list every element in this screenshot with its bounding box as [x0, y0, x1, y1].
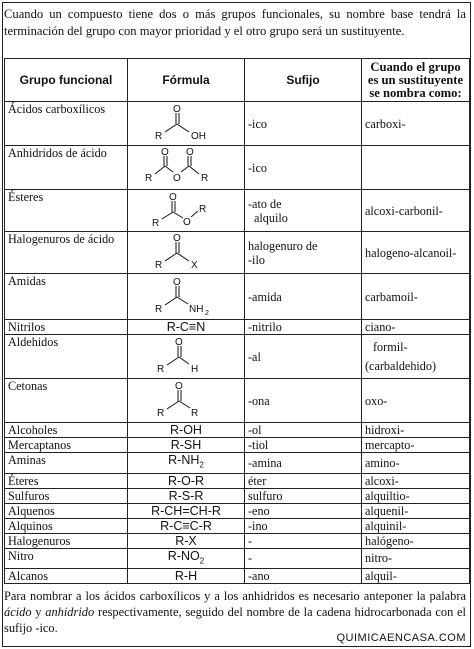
svg-text:R: R: [155, 130, 163, 142]
formula-text: $R-NH_2$: [128, 453, 245, 474]
substituent-name: halógeno-: [362, 533, 470, 548]
group-name: Éteres: [5, 473, 128, 488]
substituent-name: ciano-: [362, 320, 470, 335]
substituent-name: carbamoil-: [362, 274, 470, 320]
svg-text:O: O: [173, 103, 181, 115]
substituent-name: alquiltio-: [362, 488, 470, 503]
table-row: [5, 488, 470, 503]
suffix: -ino: [245, 518, 362, 533]
suffix: -ico: [245, 146, 362, 190]
group-name: Ácidos carboxílicos: [5, 102, 128, 146]
intro-paragraph: Cuando un compuesto tiene dos o más grupos funcionales, su nombre base tendrá la terminación del grupo con mayor prioridad y el otro grupo será un sustituyente.: [4, 7, 466, 38]
amide-structure: [151, 276, 221, 318]
svg-text:X: X: [191, 259, 198, 271]
suffix: -eno: [245, 503, 362, 518]
table-row: [5, 232, 470, 274]
ketone-structure: [151, 381, 221, 421]
header-group: Grupo funcional: [5, 59, 128, 102]
table-row: [5, 102, 470, 146]
svg-text:R: R: [152, 217, 160, 229]
table-row: [5, 453, 470, 474]
table-row: [5, 503, 470, 518]
substituent-name: amino-: [362, 453, 470, 474]
svg-text:R: R: [199, 203, 207, 215]
site-watermark: QUIMICAENCASA.COM: [336, 632, 466, 644]
group-name: Alquinos: [5, 518, 128, 533]
table-row: [5, 569, 470, 584]
suffix: -ano: [245, 569, 362, 584]
svg-text:O: O: [173, 276, 181, 288]
group-name: Alcoholes: [5, 423, 128, 438]
group-name: Anhidridos de ácido: [5, 146, 128, 190]
table-row: [5, 190, 470, 232]
table-header-row: [5, 59, 470, 102]
svg-text:O: O: [183, 216, 191, 228]
svg-text:O: O: [173, 172, 181, 184]
group-name: Halogenuros de ácido: [5, 232, 128, 274]
group-name: Alcanos: [5, 569, 128, 584]
suffix: sulfuro: [245, 488, 362, 503]
suffix: -ona: [245, 379, 362, 423]
substituent-name: alquil-: [362, 569, 470, 584]
formula-structure: [128, 190, 245, 232]
formula-text: R-H: [128, 569, 245, 584]
svg-text:O: O: [175, 336, 183, 348]
svg-text:2: 2: [205, 309, 209, 317]
formula-structure: [128, 146, 245, 190]
group-name: Nitro: [5, 548, 128, 569]
substituent-name: [362, 146, 470, 190]
formula-structure: [128, 274, 245, 320]
formula-structure: [128, 232, 245, 274]
svg-text:O: O: [169, 191, 177, 203]
substituent-name: oxo-: [362, 379, 470, 423]
group-name: Ésteres: [5, 190, 128, 232]
group-name: Halogenuros: [5, 533, 128, 548]
suffix: -nitrilo: [245, 320, 362, 335]
table-row: [5, 335, 470, 379]
svg-text:O: O: [173, 232, 181, 244]
formula-text: R-S-R: [128, 488, 245, 503]
formula-structure: [128, 102, 245, 146]
table-row: [5, 473, 470, 488]
formula-text: R-O-R: [128, 473, 245, 488]
substituent-name: halogeno-alcanoil-: [362, 232, 470, 274]
group-name: Cetonas: [5, 379, 128, 423]
anhydride-structure: [141, 148, 231, 188]
substituent-name: alcoxi-carbonil-: [362, 190, 470, 232]
formula-structure: [128, 379, 245, 423]
group-name: Aminas: [5, 453, 128, 474]
svg-text:R: R: [157, 407, 165, 419]
formula-text: R-SH: [128, 438, 245, 453]
formula-text: R-CH=CH-R: [128, 503, 245, 518]
svg-text:OH: OH: [191, 130, 206, 142]
group-name: Mercaptanos: [5, 438, 128, 453]
svg-text:R: R: [191, 407, 199, 419]
suffix: -amida: [245, 274, 362, 320]
svg-text:H: H: [191, 363, 199, 375]
formula-text: R-C≡C-R: [128, 518, 245, 533]
substituent-name: alquenil-: [362, 503, 470, 518]
outro-paragraph: Para nombrar a los ácidos carboxílicos y a los anhidridos es necesario anteponer la palabra ácido y anhidrido respectivamente, seguido del nombre de la cadena hidrocarbonada con el sufijo -ico.: [4, 589, 466, 635]
substituent-name: hidroxi-: [362, 423, 470, 438]
table-row: [5, 533, 470, 548]
formula-text: $R-NO_2$: [128, 548, 245, 569]
table-row: [5, 548, 470, 569]
table-row: [5, 146, 470, 190]
suffix: -tiol: [245, 438, 362, 453]
suffix: -: [245, 533, 362, 548]
svg-text:R: R: [145, 172, 153, 184]
substituent-name: alquinil-: [362, 518, 470, 533]
acid-halide-structure: [151, 233, 221, 273]
substituent-name: nitro-: [362, 548, 470, 569]
functional-groups-table-container: [4, 58, 469, 584]
substituent-name: carboxi-: [362, 102, 470, 146]
table-row: [5, 438, 470, 453]
svg-text:O: O: [175, 380, 183, 392]
suffix: halogenuro de -ilo: [245, 232, 362, 274]
svg-text:NH: NH: [189, 303, 204, 315]
ester-structure: [146, 191, 226, 231]
group-name: Alquenos: [5, 503, 128, 518]
formula-text: R-OH: [128, 423, 245, 438]
aldehyde-structure: [151, 337, 221, 377]
group-name: Amidas: [5, 274, 128, 320]
header-suffix: Sufijo: [245, 59, 362, 102]
suffix: -amina: [245, 453, 362, 474]
svg-text:R: R: [201, 172, 209, 184]
substituent-name: mercapto-: [362, 438, 470, 453]
suffix: -ato de alquilo: [245, 190, 362, 232]
carboxylic-acid-structure: [151, 104, 221, 144]
suffix: -al: [245, 335, 362, 379]
table-row: [5, 274, 470, 320]
svg-text:O: O: [186, 147, 194, 158]
svg-text:R: R: [155, 303, 163, 315]
formula-text: R-X: [128, 533, 245, 548]
table-row: [5, 379, 470, 423]
substituent-name: alcoxi-: [362, 473, 470, 488]
table-row: [5, 320, 470, 335]
group-name: Sulfuros: [5, 488, 128, 503]
table-row: [5, 518, 470, 533]
substituent-name: formil- (carbaldehido): [362, 335, 470, 379]
suffix: -ol: [245, 423, 362, 438]
header-formula: Fórmula: [128, 59, 245, 102]
table-row: [5, 423, 470, 438]
header-substituent: Cuando el grupo es un sustituyente se nombra como:: [362, 59, 470, 102]
group-name: Aldehidos: [5, 335, 128, 379]
svg-text:R: R: [155, 259, 163, 271]
suffix: éter: [245, 473, 362, 488]
svg-text:O: O: [161, 147, 169, 158]
formula-structure: [128, 335, 245, 379]
group-name: Nitrilos: [5, 320, 128, 335]
suffix: -ico: [245, 102, 362, 146]
suffix: -: [245, 548, 362, 569]
functional-groups-table: [4, 58, 470, 584]
svg-text:R: R: [157, 363, 165, 375]
formula-text: R-C≡N: [128, 320, 245, 335]
